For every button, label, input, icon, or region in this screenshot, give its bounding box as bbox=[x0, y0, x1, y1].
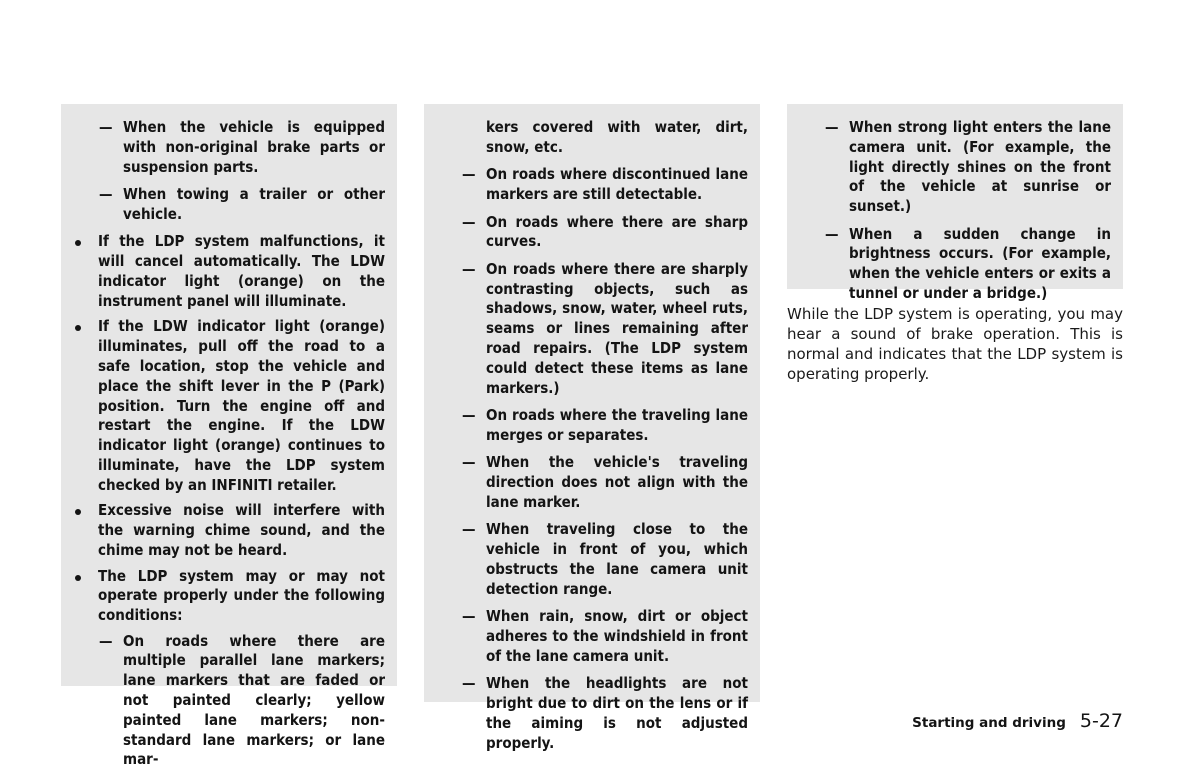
bullet-item: If the LDP system malfunctions, it will cancel automatically. The LDW indicator light (orange) on the instrument panel will illuminate. bbox=[73, 232, 385, 311]
condition-item: — On roads where there are sharply contrasting objects, such as shadows, snow, water, wheel ruts, seams or lines remaining after road repairs. (The LDP system could detect these items as lane markers.) bbox=[436, 260, 748, 399]
condition-item: — When strong light enters the lane camera unit. (For example, the light directly shines on the front of the vehicle at sunrise or sunset.) bbox=[799, 118, 1111, 217]
warning-panel-column-2 bbox=[424, 104, 760, 752]
condition-item: — On roads where discontinued lane markers are still detectable. bbox=[436, 165, 748, 205]
condition-item: — When the headlights are not bright due to dirt on the lens or if the aiming is not adjusted properly. bbox=[436, 674, 748, 753]
page-footer bbox=[912, 710, 1123, 732]
condition-item: — When the vehicle's traveling direction does not align with the lane marker. bbox=[436, 453, 748, 512]
condition-item: — When traveling close to the vehicle in front of you, which obstructs the lane camera unit detection range. bbox=[436, 520, 748, 599]
continued-condition-text: kers covered with water, dirt, snow, etc. bbox=[486, 118, 748, 156]
condition-item: — On roads where there are sharp curves. bbox=[436, 213, 748, 253]
bullet-item: If the LDW indicator light (orange) illuminates, pull off the road to a safe location, stop the vehicle and place the shift lever in the P (Park) position. Turn the engine off and restart the engine. If the LDW indicator light (orange) continues to illuminate, have the LDP system checked by an INFINITI retailer. bbox=[73, 317, 385, 495]
condition-item: — When a sudden change in brightness occurs. (For example, when the vehicle enters or exits a tunnel or under a bridge.) bbox=[799, 225, 1111, 304]
warning-panel-column-3 bbox=[787, 104, 1123, 303]
warning-panel-column-1 bbox=[61, 104, 397, 769]
bullet-item: The LDP system may or may not operate properly under the following conditions: bbox=[73, 567, 385, 626]
condition-item: — When rain, snow, dirt or object adheres to the windshield in front of the lane camera unit. bbox=[436, 607, 748, 666]
section-title: Starting and driving bbox=[912, 715, 1066, 731]
body-paragraph: While the LDP system is operating, you may hear a sound of brake operation. This is normal and indicates that the LDP system is operating properly. bbox=[787, 305, 1123, 383]
condition-item: — When the vehicle is equipped with non-original brake parts or suspension parts. bbox=[73, 118, 385, 177]
page-number: 5-27 bbox=[1079, 710, 1123, 732]
condition-item: — On roads where there are multiple parallel lane markers; lane markers that are faded or not painted clearly; yellow painted lane markers; non-standard lane markers; or lane mar- bbox=[73, 632, 385, 770]
bullet-item: Excessive noise will interfere with the warning chime sound, and the chime may not be heard. bbox=[73, 501, 385, 560]
condition-item: — On roads where the traveling lane merges or separates. bbox=[436, 406, 748, 446]
condition-item: — When towing a trailer or other vehicle. bbox=[73, 185, 385, 225]
